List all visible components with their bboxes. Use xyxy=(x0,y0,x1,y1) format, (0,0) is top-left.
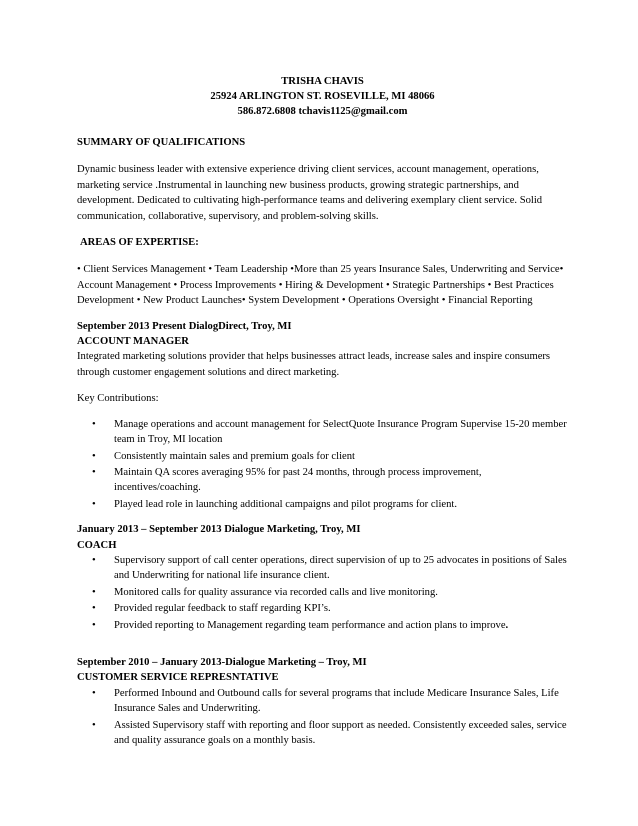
expertise-title: AREAS OF EXPERTISE: xyxy=(80,237,199,249)
job-heading: January 2013 – September 2013 Dialogue Marketing, Troy, MI xyxy=(77,524,361,536)
bullet-text: Supervisory support of call center operations, direct supervision of up to 25 advocates in positions of Sales and Underwriting for national life insurance client. xyxy=(114,554,567,582)
bullet-glyph: • xyxy=(92,586,96,598)
bullet-glyph: • xyxy=(92,687,96,699)
bullet-text: Maintain QA scores averaging 95% for past 24 months, through process improvement, incentives/coaching. xyxy=(114,466,482,494)
list-item xyxy=(77,497,568,512)
bullet-glyph: • xyxy=(92,603,96,615)
bullet-glyph: • xyxy=(92,466,96,478)
bullet-text: Monitored calls for quality assurance via recorded calls and live monitoring. xyxy=(114,586,438,598)
bullet-glyph: • xyxy=(92,719,96,731)
bullet-text: Provided regular feedback to staff regarding KPI’s. xyxy=(114,603,331,615)
key-contributions-label: Key Contributions: xyxy=(77,393,159,405)
job-role: ACCOUNT MANAGER xyxy=(77,336,189,348)
candidate-name: TRISHA CHAVIS xyxy=(281,76,364,87)
list-item xyxy=(77,718,568,749)
list-item xyxy=(77,585,568,600)
job-entry-coach xyxy=(77,522,568,633)
expertise-body: • Client Services Management • Team Leadership •More than 25 years Insurance Sales, Underwriting and Service• Account Management • Process Improvements • Hiring & Development • Strategic Partnerships • Best Practices Development • New Product Launches• System Development • Operations Oversight • Financial Reporting xyxy=(77,264,564,307)
list-item xyxy=(77,601,568,616)
bullet-glyph: • xyxy=(92,619,96,631)
job-entry-account-manager xyxy=(77,319,568,512)
list-item xyxy=(77,465,568,496)
job-bullet-list xyxy=(77,417,568,512)
job-bullet-list xyxy=(77,686,568,749)
job-description: Integrated marketing solutions provider that helps businesses attract leads, increase sales and inspire consumers through customer engagement solutions and direct marketing. xyxy=(77,351,551,378)
job-role: COACH xyxy=(77,539,117,551)
summary-title: SUMMARY OF QUALIFICATIONS xyxy=(77,137,246,148)
job-entry-customer-service xyxy=(77,655,568,748)
job-heading: September 2010 – January 2013-Dialogue Marketing – Troy, MI xyxy=(77,656,367,668)
bullet-glyph: • xyxy=(92,554,96,566)
bullet-glyph: • xyxy=(92,418,96,430)
list-item xyxy=(77,686,568,717)
list-item xyxy=(77,618,568,633)
job-role: CUSTOMER SERVICE REPRESNTATIVE xyxy=(77,672,279,684)
bullet-text: Consistently maintain sales and premium goals for client xyxy=(114,450,355,462)
list-item xyxy=(77,417,568,448)
list-item xyxy=(77,553,568,584)
summary-body: Dynamic business leader with extensive experience driving client services, account management, operations, marketing service .Instrumental in launching new business products, growing strategic partnerships, and development. Dedicated to cultivating high-performance teams and delivering exemplary client service. Solid communication, collaborative, supervisory, and problem-solving skills. xyxy=(77,164,543,222)
resume-header xyxy=(77,74,568,119)
list-item xyxy=(77,449,568,464)
bullet-text: Played lead role in launching additional campaigns and pilot programs for client. xyxy=(114,498,458,510)
bullet-text: Provided reporting to Management regarding team performance and action plans to improve xyxy=(114,619,506,631)
bullet-text: Assisted Supervisory staff with reporting and floor support as needed. Consistently exceeded sales, service and quality assurance goals on a monthly basis. xyxy=(114,719,567,746)
bullet-glyph: • xyxy=(92,498,96,510)
job-heading: September 2013 Present DialogDirect, Troy, MI xyxy=(77,320,292,332)
bullet-text: Performed Inbound and Outbound calls for several programs that include Medicare Insurance Sales, Life Insurance Sales and Underwriting. xyxy=(114,687,559,715)
candidate-contact: 586.872.6808 tchavis1125@gmail.com xyxy=(237,106,408,117)
bullet-end-period: . xyxy=(505,619,509,631)
bullet-text: Manage operations and account management for SelectQuote Insurance Program Supervise 15-20 member team in Troy, MI location xyxy=(114,418,567,446)
bullet-glyph: • xyxy=(92,450,96,462)
job-bullet-list xyxy=(77,553,568,633)
candidate-address: 25924 ARLINGTON ST. ROSEVILLE, MI 48066 xyxy=(210,91,435,102)
